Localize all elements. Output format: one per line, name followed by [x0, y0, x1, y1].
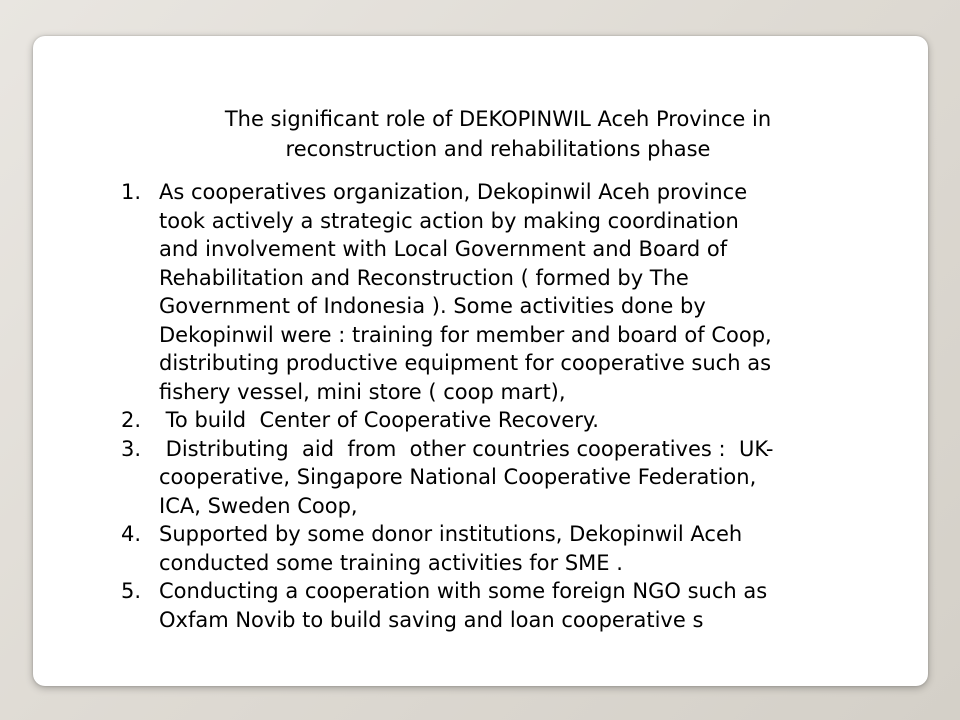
slide-title [33, 104, 960, 164]
list-item-text-line: Supported by some donor institutions, Dekopinwil Aceh [159, 522, 743, 546]
list-item-number: 3. [121, 436, 142, 461]
list-item-text-line: Government of Indonesia ). Some activities done by [159, 294, 706, 318]
numbered-list [33, 178, 928, 634]
list-item-text-line: distributing productive equipment for cooperative such as [159, 351, 772, 375]
list-item-4 [33, 520, 928, 577]
list-item-2 [33, 406, 928, 435]
list-item-5 [33, 577, 928, 634]
list-item-1 [33, 178, 928, 406]
list-item-number: 5. [121, 579, 142, 603]
slide-card [33, 36, 928, 686]
list-item-text-line: Conducting a cooperation with some foreign NGO such as [159, 579, 768, 603]
list-item-text-line: ICA, Sweden Coop, [159, 493, 358, 518]
list-item-text-line: took actively a strategic action by making coordination [159, 208, 739, 233]
list-item-text-line: As cooperatives organization, Dekopinwil Aceh province [159, 180, 748, 204]
list-item-number: 2. [121, 408, 142, 432]
slide-title-line-2: reconstruction and rehabilitations phase [285, 137, 711, 161]
list-item-text-line: conducted some training activities for SME . [159, 550, 623, 575]
list-item-text-line: Distributing aid from other countries cooperatives : UK- [159, 436, 774, 461]
list-item-text-line: Dekopinwil were : training for member and board of Coop, [159, 322, 772, 347]
list-item-text-line: To build Center of Cooperative Recovery. [159, 408, 599, 432]
list-item-text-line: Oxfam Novib to build saving and loan cooperative s [159, 607, 704, 632]
list-item-number: 1. [121, 180, 142, 204]
slide-title-line-1: The significant role of DEKOPINWIL Aceh Province in [224, 107, 772, 131]
list-item-text-line: fishery vessel, mini store ( coop mart), [159, 379, 566, 404]
list-item-3 [33, 435, 928, 521]
list-item-number: 4. [121, 522, 142, 546]
list-item-text-line: and involvement with Local Government and Board of [159, 237, 728, 261]
list-item-text-line: cooperative, Singapore National Cooperative Federation, [159, 465, 757, 489]
list-item-text-line: Rehabilitation and Reconstruction ( formed by The [159, 265, 689, 290]
